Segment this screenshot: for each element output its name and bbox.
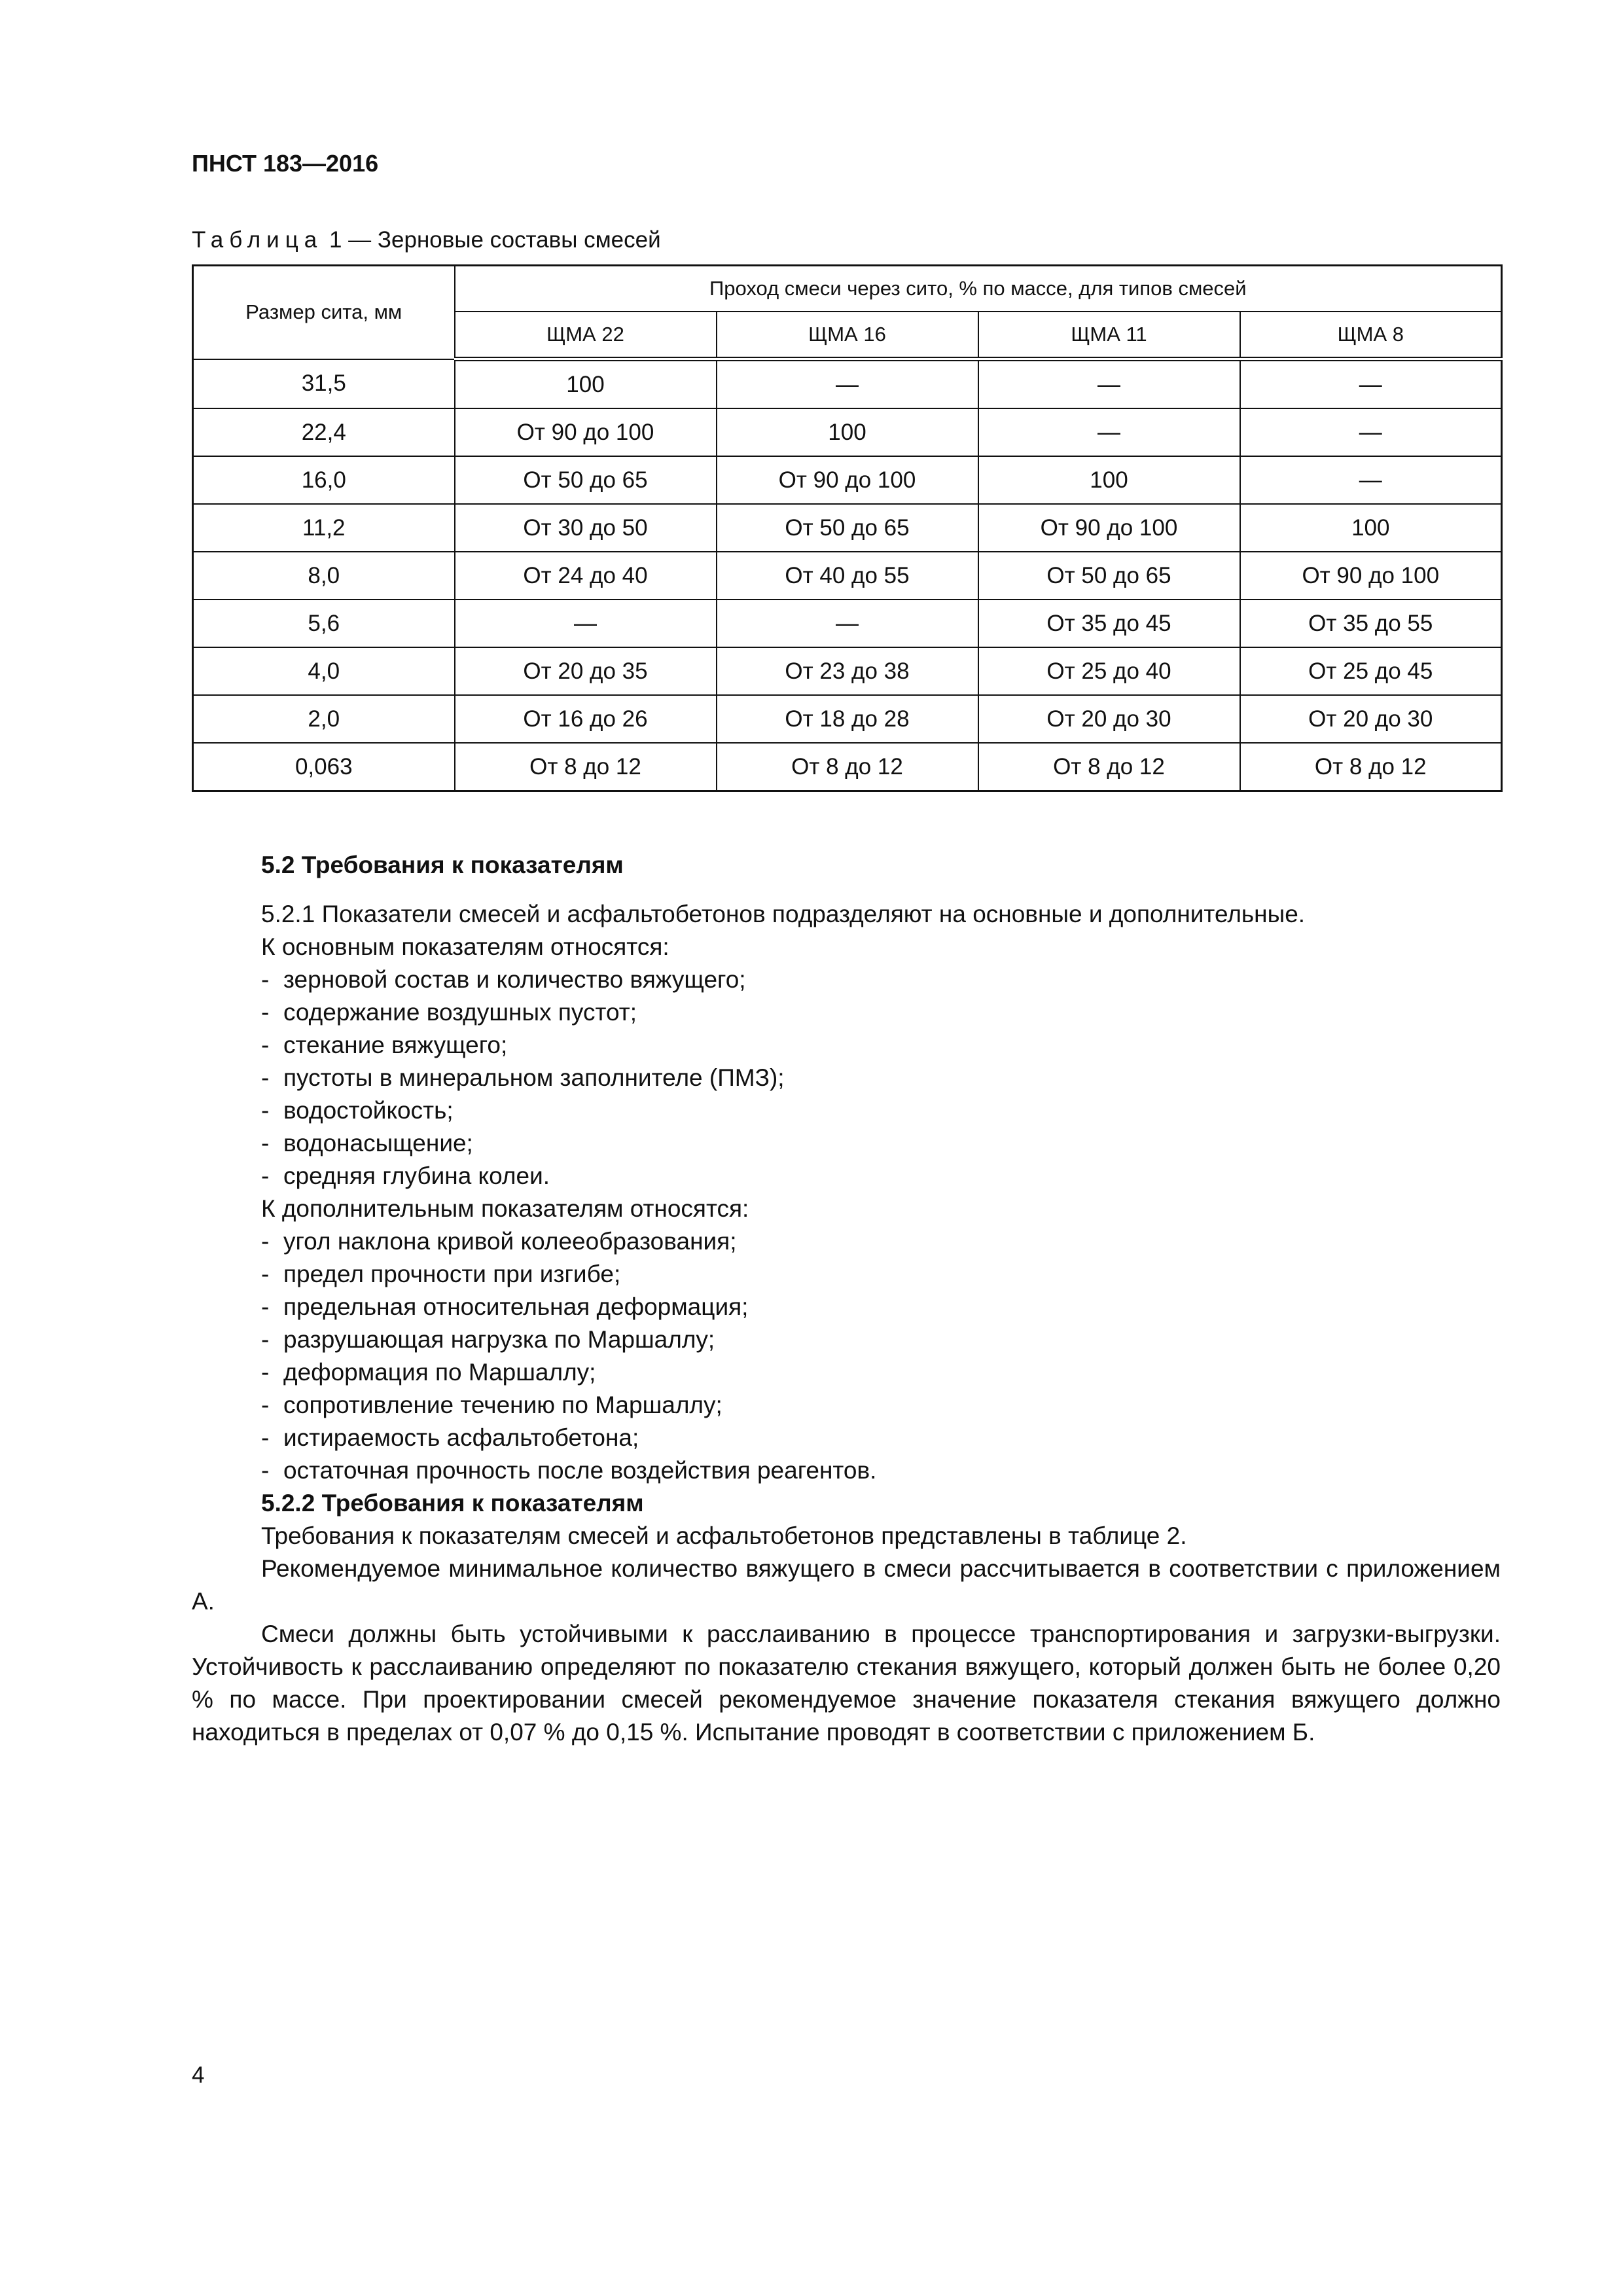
table-cell: 0,063 xyxy=(193,743,455,791)
paragraph-table-reference: Требования к показателям смесей и асфальтобетонов представлены в таблице 2. xyxy=(261,1522,1187,1549)
table-cell: 16,0 xyxy=(193,456,455,504)
table-cell: От 35 до 45 xyxy=(978,600,1240,647)
list-item xyxy=(261,1422,1501,1454)
table-row xyxy=(193,504,1502,552)
table-cell: — xyxy=(1240,359,1502,409)
list-item-text: стекание вяжущего; xyxy=(283,1031,508,1058)
table-cell: — xyxy=(717,359,978,409)
table-row xyxy=(193,647,1502,695)
table-cell: От 50 до 65 xyxy=(455,456,717,504)
list-item-text: разрушающая нагрузка по Маршаллу; xyxy=(283,1326,715,1353)
table-cell: От 90 до 100 xyxy=(717,456,978,504)
list-dash: - xyxy=(261,1228,270,1255)
list-item xyxy=(261,1389,1501,1422)
column-header-mix-type: ЩМА 11 xyxy=(978,312,1240,359)
table-cell: От 20 до 30 xyxy=(978,695,1240,743)
list-item-text: сопротивление течению по Маршаллу; xyxy=(283,1391,722,1418)
list-item-text: средняя глубина колеи. xyxy=(283,1162,550,1189)
list-item xyxy=(261,1029,1501,1062)
subsection-heading: 5.2.2 Требования к показателям xyxy=(261,1490,644,1516)
list-item xyxy=(261,1291,1501,1323)
table-cell: От 8 до 12 xyxy=(1240,743,1502,791)
list-dash: - xyxy=(261,966,270,993)
list-item xyxy=(261,1323,1501,1356)
list-dash: - xyxy=(261,1457,270,1484)
table-cell: От 90 до 100 xyxy=(978,504,1240,552)
table-row xyxy=(193,743,1502,791)
table-row xyxy=(193,552,1502,600)
table-cell: 2,0 xyxy=(193,695,455,743)
table-cell: От 8 до 12 xyxy=(717,743,978,791)
table-cell: — xyxy=(717,600,978,647)
list-item xyxy=(261,1225,1501,1258)
table-cell: От 30 до 50 xyxy=(455,504,717,552)
list-item-text: остаточная прочность после воздействия реагентов. xyxy=(283,1457,877,1484)
table-cell: 4,0 xyxy=(193,647,455,695)
table-cell: От 24 до 40 xyxy=(455,552,717,600)
table-row xyxy=(193,456,1502,504)
table-cell: От 90 до 100 xyxy=(455,408,717,456)
main-indicators-label: К основным показателям относятся: xyxy=(261,933,669,960)
list-dash: - xyxy=(261,1424,270,1451)
list-item xyxy=(261,1258,1501,1291)
table-row xyxy=(193,695,1502,743)
list-dash: - xyxy=(261,1064,270,1091)
table-cell: От 90 до 100 xyxy=(1240,552,1502,600)
list-item xyxy=(261,1127,1501,1160)
table-cell: От 8 до 12 xyxy=(455,743,717,791)
table-cell: От 8 до 12 xyxy=(978,743,1240,791)
column-group-header: Проход смеси через сито, % по массе, для типов смесей xyxy=(455,266,1502,312)
paragraph-segregation: Смеси должны быть устойчивыми к расслаиванию в процессе транспортирования и загрузки-выгрузки. Устойчивость к расслаиванию определяют по показателю стекания вяжущего, который должен быть не более 0,20 % по массе. При проектировании смесей рекомендуемое значение показателя стекания вяжущего должно находиться в пределах от 0,07 % до 0,15 %. Испытание проводят в соответствии с приложением Б. xyxy=(192,1621,1501,1746)
table-cell: От 16 до 26 xyxy=(455,695,717,743)
section-heading: 5.2 Требования к показателям xyxy=(261,852,624,878)
list-item xyxy=(261,1094,1501,1127)
list-dash: - xyxy=(261,1130,270,1157)
table-cell: 31,5 xyxy=(193,359,455,409)
intro-paragraph: 5.2.1 Показатели смесей и асфальтобетонов подразделяют на основные и дополнительные. xyxy=(261,901,1306,927)
table-cell: 11,2 xyxy=(193,504,455,552)
table-cell: От 18 до 28 xyxy=(717,695,978,743)
list-item xyxy=(261,1160,1501,1193)
table-cell: — xyxy=(1240,408,1502,456)
table-cell: 100 xyxy=(455,359,717,409)
list-item-text: водонасыщение; xyxy=(283,1130,473,1157)
table-row xyxy=(193,408,1502,456)
table-cell: От 20 до 30 xyxy=(1240,695,1502,743)
table-body xyxy=(193,359,1502,791)
table-cell: От 20 до 35 xyxy=(455,647,717,695)
table-cell: 5,6 xyxy=(193,600,455,647)
column-header-mix-type: ЩМА 8 xyxy=(1240,312,1502,359)
list-dash: - xyxy=(261,1326,270,1353)
list-dash: - xyxy=(261,999,270,1026)
list-dash: - xyxy=(261,1359,270,1386)
table-header xyxy=(193,266,1502,359)
table-cell: — xyxy=(1240,456,1502,504)
paragraph-binder-amount: Рекомендуемое минимальное количество вяжущего в смеси рассчитывается в соответствии с приложением А. xyxy=(192,1555,1501,1615)
table-cell: От 25 до 40 xyxy=(978,647,1240,695)
list-item-text: деформация по Маршаллу; xyxy=(283,1359,596,1386)
list-item-text: зерновой состав и количество вяжущего; xyxy=(283,966,746,993)
list-item xyxy=(261,996,1501,1029)
table-cell: — xyxy=(978,408,1240,456)
table-cell: От 50 до 65 xyxy=(717,504,978,552)
list-item-text: угол наклона кривой колееобразования; xyxy=(283,1228,737,1255)
table-cell: От 35 до 55 xyxy=(1240,600,1502,647)
table-cell: 100 xyxy=(717,408,978,456)
grain-composition-table xyxy=(192,264,1503,792)
table-cell: 100 xyxy=(1240,504,1502,552)
table-caption-title: 1 — Зерновые составы смесей xyxy=(323,227,661,253)
list-item xyxy=(261,1454,1501,1487)
table-cell: От 23 до 38 xyxy=(717,647,978,695)
list-item-text: водостойкость; xyxy=(283,1097,454,1124)
table-cell: 22,4 xyxy=(193,408,455,456)
list-item-text: предельная относительная деформация; xyxy=(283,1293,749,1320)
list-item-text: предел прочности при изгибе; xyxy=(283,1261,621,1287)
list-item-text: пустоты в минеральном заполнителе (ПМЗ); xyxy=(283,1064,785,1091)
table-cell: От 25 до 45 xyxy=(1240,647,1502,695)
list-dash: - xyxy=(261,1162,270,1189)
table-cell: 100 xyxy=(978,456,1240,504)
section-body xyxy=(192,898,1501,1749)
table-cell: — xyxy=(978,359,1240,409)
list-dash: - xyxy=(261,1261,270,1287)
column-header-sieve-size: Размер сита, мм xyxy=(193,266,455,359)
table-caption-label: Таблица xyxy=(192,227,323,253)
list-dash: - xyxy=(261,1097,270,1124)
table-row xyxy=(193,600,1502,647)
table-cell: От 40 до 55 xyxy=(717,552,978,600)
list-item xyxy=(261,1356,1501,1389)
page-number: 4 xyxy=(192,2062,205,2088)
list-item-text: истираемость асфальтобетона; xyxy=(283,1424,639,1451)
list-item-text: содержание воздушных пустот; xyxy=(283,999,637,1026)
list-dash: - xyxy=(261,1031,270,1058)
column-header-mix-type: ЩМА 22 xyxy=(455,312,717,359)
table-cell: — xyxy=(455,600,717,647)
list-dash: - xyxy=(261,1293,270,1320)
column-header-mix-type: ЩМА 16 xyxy=(717,312,978,359)
document-number: ПНСТ 183—2016 xyxy=(192,150,379,177)
list-item xyxy=(261,1062,1501,1094)
extra-indicators-label: К дополнительным показателям относятся: xyxy=(261,1195,749,1222)
list-item xyxy=(261,963,1501,996)
table-cell: От 50 до 65 xyxy=(978,552,1240,600)
table-row xyxy=(193,359,1502,409)
table-caption xyxy=(192,224,661,256)
table-cell: 8,0 xyxy=(193,552,455,600)
list-dash: - xyxy=(261,1391,270,1418)
